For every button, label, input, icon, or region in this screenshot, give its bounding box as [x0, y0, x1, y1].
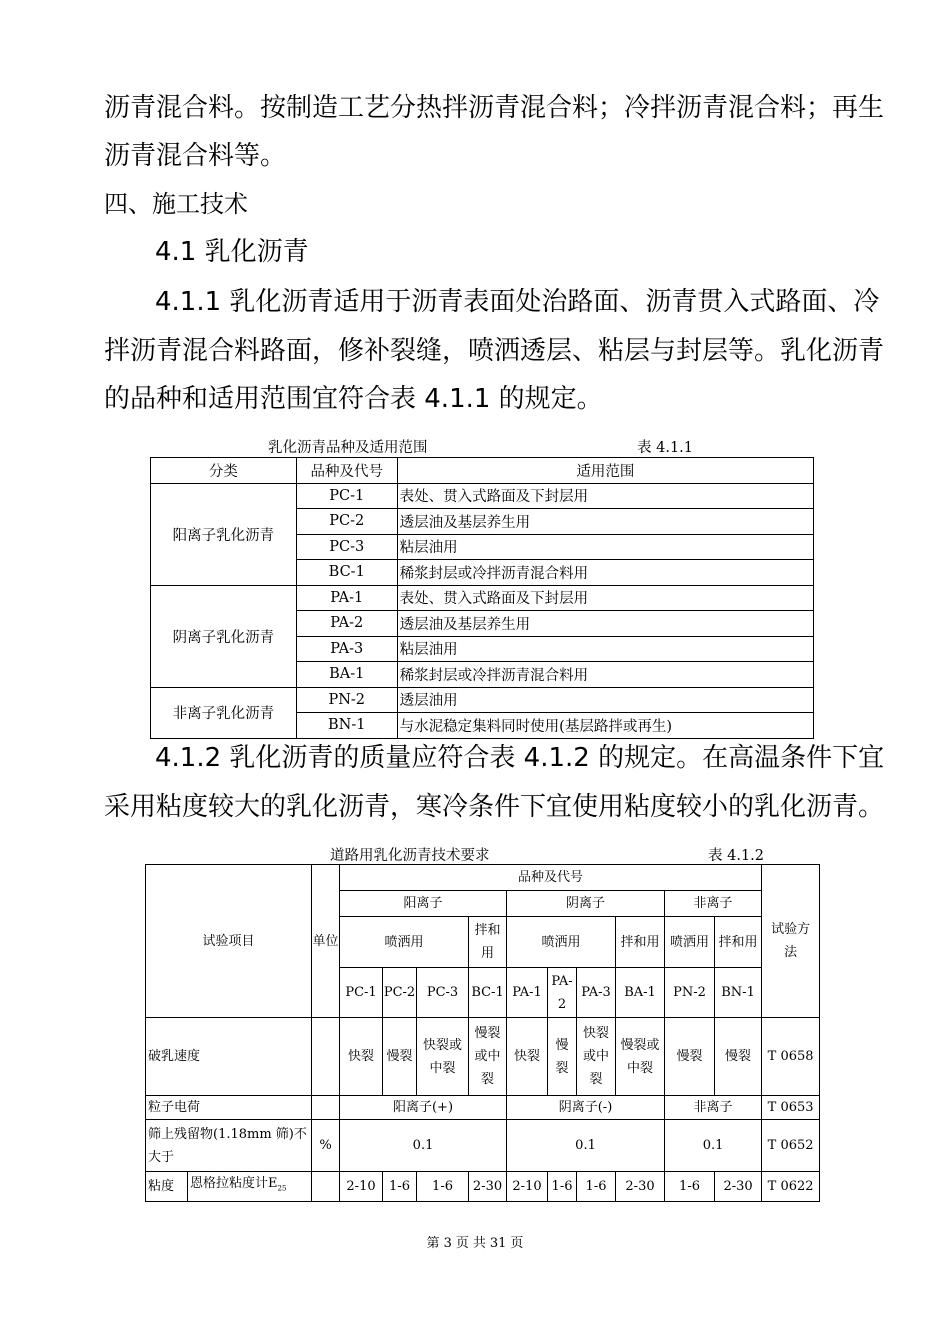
- table-row: [146, 1096, 820, 1120]
- value-cell: 非离子: [665, 1096, 762, 1120]
- value-cell: 慢裂或中裂: [469, 1018, 507, 1096]
- usage-cell: 与水泥稳定集料同时使用(基层路拌或再生): [397, 713, 813, 739]
- code-header: PA-3: [577, 968, 616, 1018]
- paragraph-line: 采用粘度较大的乳化沥青，寒冷条件下宜使用粘度较小的乳化沥青。: [104, 792, 885, 822]
- column-header: 试验项目: [146, 865, 312, 1018]
- category-cell: 非离子乳化沥青: [151, 687, 297, 738]
- column-header: 非离子: [665, 891, 762, 917]
- column-header: 喷洒用: [507, 917, 616, 968]
- table2-caption-number: 表 4.1.2: [708, 848, 765, 864]
- footer-text: 页: [510, 1236, 524, 1251]
- column-header: 单位: [312, 865, 340, 1018]
- code-header: PA-1: [507, 968, 548, 1018]
- code-cell: PC-2: [296, 509, 397, 535]
- total-page-count: 31: [489, 1236, 507, 1251]
- table1-caption-number: 表 4.1.1: [637, 440, 694, 456]
- usage-cell: 透层油用: [397, 687, 813, 713]
- value-cell: 2-10: [340, 1172, 383, 1202]
- value-cell: 慢裂: [715, 1018, 762, 1096]
- method-cell: T 0658: [762, 1018, 820, 1096]
- unit-cell: [312, 1172, 340, 1202]
- category-cell: 阳离子乳化沥青: [151, 483, 297, 585]
- table-row: [151, 585, 814, 611]
- usage-cell: 粘层油用: [397, 534, 813, 560]
- value-cell: 1-6: [417, 1172, 469, 1202]
- code-cell: PC-3: [296, 534, 397, 560]
- column-header: 品种及代号: [296, 458, 397, 484]
- section-heading: 四、施工技术: [104, 190, 248, 218]
- value-cell: 快裂: [340, 1018, 383, 1096]
- code-header: BN-1: [715, 968, 762, 1018]
- column-header: 喷洒用: [665, 917, 715, 968]
- test-subitem-label: 恩格拉粘度计E: [190, 1176, 278, 1191]
- code-header: PN-2: [665, 968, 715, 1018]
- value-cell: 快裂或中裂: [577, 1018, 616, 1096]
- value-cell: 快裂: [507, 1018, 548, 1096]
- table-row: [151, 687, 814, 713]
- column-header: 分类: [151, 458, 297, 484]
- unit-cell: %: [312, 1120, 340, 1172]
- code-cell: BC-1: [296, 560, 397, 586]
- code-cell: PA-1: [296, 585, 397, 611]
- unit-cell: [312, 1096, 340, 1120]
- paragraph-line: 沥青混合料。按制造工艺分热拌沥青混合料；冷拌沥青混合料；再生: [104, 93, 885, 123]
- category-cell: 阴离子乳化沥青: [151, 585, 297, 687]
- usage-cell: 透层油及基层养生用: [397, 509, 813, 535]
- column-header: 喷洒用: [340, 917, 469, 968]
- value-cell: 1-6: [548, 1172, 577, 1202]
- emulsified-asphalt-requirements-table: [145, 864, 820, 1202]
- paragraph-line: 4.1.1 乳化沥青适用于沥青表面处治路面、沥青贯入式路面、冷: [155, 287, 880, 317]
- value-cell: 0.1: [507, 1120, 665, 1172]
- paragraph-line: 的品种和适用范围宜符合表 4.1.1 的规定。: [104, 384, 603, 414]
- footer-text: 页: [455, 1236, 469, 1251]
- unit-cell: [312, 1018, 340, 1096]
- paragraph-line: 拌沥青混合料路面，修补裂缝，喷洒透层、粘层与封层等。乳化沥青: [104, 336, 885, 366]
- usage-cell: 稀浆封层或冷拌沥青混合料用: [397, 560, 813, 586]
- table-row: [146, 1172, 820, 1202]
- value-cell: 快裂或中裂: [417, 1018, 469, 1096]
- column-header: 拌和用: [715, 917, 762, 968]
- value-cell: 慢裂或中裂: [616, 1018, 665, 1096]
- test-item-cell: 筛上残留物(1.18mm 筛)不大于: [146, 1120, 312, 1172]
- code-header: PC-2: [383, 968, 417, 1018]
- value-cell: 慢裂: [665, 1018, 715, 1096]
- value-cell: 1-6: [577, 1172, 616, 1202]
- code-cell: PN-2: [296, 687, 397, 713]
- usage-cell: 表处、贯入式路面及下封层用: [397, 585, 813, 611]
- table1-caption-title: 乳化沥青品种及适用范围: [268, 440, 428, 456]
- column-header: 拌和用: [616, 917, 665, 968]
- value-cell: 0.1: [340, 1120, 507, 1172]
- method-cell: T 0622: [762, 1172, 820, 1202]
- code-cell: BN-1: [296, 713, 397, 739]
- table-row: [151, 483, 814, 509]
- column-header: 阴离子: [507, 891, 665, 917]
- method-cell: T 0653: [762, 1096, 820, 1120]
- code-cell: PC-1: [296, 483, 397, 509]
- usage-cell: 稀浆封层或冷拌沥青混合料用: [397, 662, 813, 688]
- test-item-cell: 破乳速度: [146, 1018, 312, 1096]
- value-cell: 阳离子(+): [340, 1096, 507, 1120]
- usage-cell: 透层油及基层养生用: [397, 611, 813, 637]
- value-cell: 0.1: [665, 1120, 762, 1172]
- column-header: 试验方法: [762, 865, 820, 1018]
- code-cell: PA-3: [296, 636, 397, 662]
- table-row: [146, 1120, 820, 1172]
- column-header: 阳离子: [340, 891, 507, 917]
- footer-text: 共: [472, 1236, 486, 1251]
- code-header: BC-1: [469, 968, 507, 1018]
- current-page-number: 3: [443, 1236, 452, 1251]
- method-cell: T 0652: [762, 1120, 820, 1172]
- value-cell: 1-6: [383, 1172, 417, 1202]
- table-row: [146, 1018, 820, 1096]
- value-cell: 2-30: [469, 1172, 507, 1202]
- column-header: 拌和用: [469, 917, 507, 968]
- footer-text: 第: [426, 1236, 440, 1251]
- value-cell: 2-30: [616, 1172, 665, 1202]
- code-header: PC-1: [340, 968, 383, 1018]
- value-cell: 慢裂: [548, 1018, 577, 1096]
- table-header-row: [151, 458, 814, 484]
- table-header-row: [146, 865, 820, 891]
- test-subitem-subscript: 25: [277, 1184, 287, 1193]
- code-header: PA-2: [548, 968, 577, 1018]
- test-item-cell: 粘度: [146, 1172, 188, 1202]
- column-header: 适用范围: [397, 458, 813, 484]
- table2-caption-title: 道路用乳化沥青技术要求: [330, 848, 490, 864]
- column-header: 品种及代号: [340, 865, 762, 891]
- emulsified-asphalt-types-table: [150, 457, 814, 739]
- code-header: PC-3: [417, 968, 469, 1018]
- value-cell: 慢裂: [383, 1018, 417, 1096]
- value-cell: 2-10: [507, 1172, 548, 1202]
- code-cell: PA-2: [296, 611, 397, 637]
- paragraph-line: 沥青混合料等。: [104, 141, 287, 171]
- value-cell: 阴离子(-): [507, 1096, 665, 1120]
- code-header: BA-1: [616, 968, 665, 1018]
- value-cell: 2-30: [715, 1172, 762, 1202]
- usage-cell: 粘层油用: [397, 636, 813, 662]
- code-cell: BA-1: [296, 662, 397, 688]
- page-footer: [0, 1232, 950, 1251]
- usage-cell: 表处、贯入式路面及下封层用: [397, 483, 813, 509]
- sub-heading: 4.1 乳化沥青: [155, 237, 309, 267]
- paragraph-line: 4.1.2 乳化沥青的质量应符合表 4.1.2 的规定。在高温条件下宜: [155, 743, 885, 773]
- value-cell: 1-6: [665, 1172, 715, 1202]
- test-item-cell: 粒子电荷: [146, 1096, 312, 1120]
- test-subitem-cell: [188, 1172, 312, 1202]
